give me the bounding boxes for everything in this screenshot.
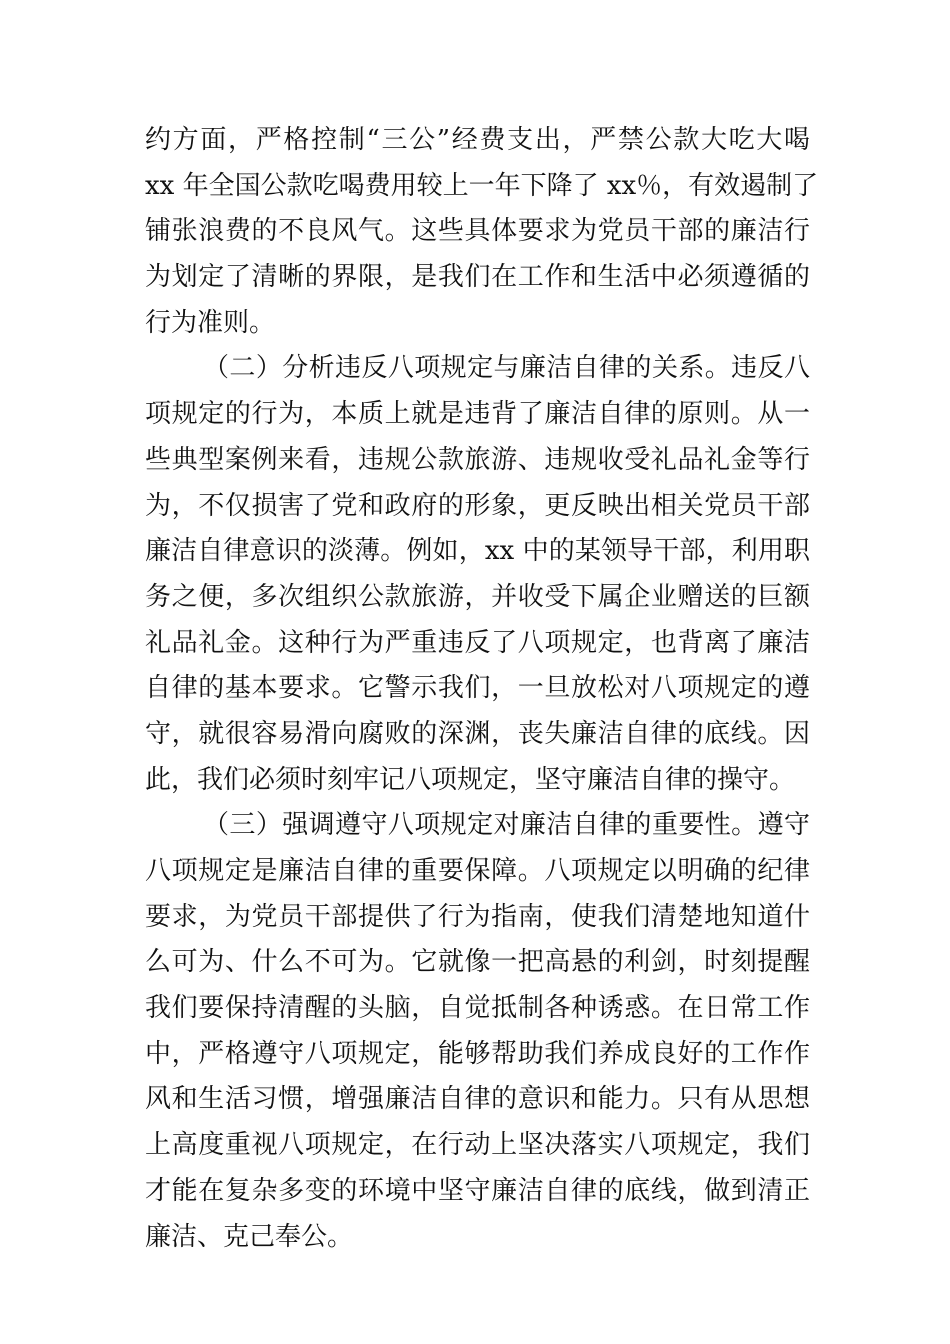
text-line: 约方面，严格控制“三公”经费支出，严禁公款大吃大喝 [145, 125, 810, 155]
text-line: 廉洁自律意识的淡薄。例如，xx 中的某领导干部，利用职 [145, 536, 810, 567]
text-line: 务之便，多次组织公款旅游，并收受下属企业赠送的巨额 [145, 581, 810, 612]
paragraph-3 [145, 803, 810, 1260]
text-line: 守，就很容易滑向腐败的深渊，丧失廉洁自律的底线。因 [145, 718, 810, 749]
text-line: 些典型案例来看，违规公款旅游、违规收受礼品礼金等行 [145, 444, 810, 475]
text-line: 风和生活习惯，增强廉洁自律的意识和能力。只有从思想 [145, 1084, 810, 1115]
text-line: 八项规定是廉洁自律的重要保障。八项规定以明确的纪律 [145, 856, 810, 886]
text-line: （二）分析违反八项规定与廉洁自律的关系。违反八 [203, 353, 810, 384]
text-line: 自律的基本要求。它警示我们，一旦放松对八项规定的遵 [145, 673, 810, 704]
text-line: （三）强调遵守八项规定对廉洁自律的重要性。遵守 [203, 810, 810, 841]
text-line: xx 年全国公款吃喝费用较上一年下降了 xx％，有效遏制了 [145, 170, 819, 201]
text-line: 礼品礼金。这种行为严重违反了八项规定，也背离了廉洁 [145, 627, 810, 658]
text-line: 项规定的行为，本质上就是违背了廉洁自律的原则。从一 [145, 399, 810, 430]
text-line: 才能在复杂多变的环境中坚守廉洁自律的底线，做到清正 [145, 1175, 810, 1206]
paragraph-2 [145, 346, 810, 803]
text-line: 行为准则。 [145, 307, 276, 338]
text-line: 要求，为党员干部提供了行为指南，使我们清楚地知道什 [145, 901, 810, 932]
text-line: 为划定了清晰的界限，是我们在工作和生活中必须遵循的 [145, 262, 810, 293]
text-line: 为，不仅损害了党和政府的形象，更反映出相关党员干部 [145, 490, 810, 521]
text-line: 铺张浪费的不良风气。这些具体要求为党员干部的廉洁行 [145, 216, 810, 247]
text-line: 廉洁、克己奉公。 [145, 1221, 354, 1252]
text-line: 此，我们必须时刻牢记八项规定，坚守廉洁自律的操守。 [145, 764, 796, 795]
paragraph-1 [145, 118, 819, 346]
text-line: 中，严格遵守八项规定，能够帮助我们养成良好的工作作 [145, 1038, 810, 1069]
text-line: 我们要保持清醒的头脑，自觉抵制各种诱惑。在日常工作 [145, 993, 810, 1024]
text-line: 上高度重视八项规定，在行动上坚决落实八项规定，我们 [145, 1130, 810, 1161]
document-body [145, 118, 819, 1260]
text-line: 么可为、什么不可为。它就像一把高悬的利剑，时刻提醒 [145, 947, 810, 978]
